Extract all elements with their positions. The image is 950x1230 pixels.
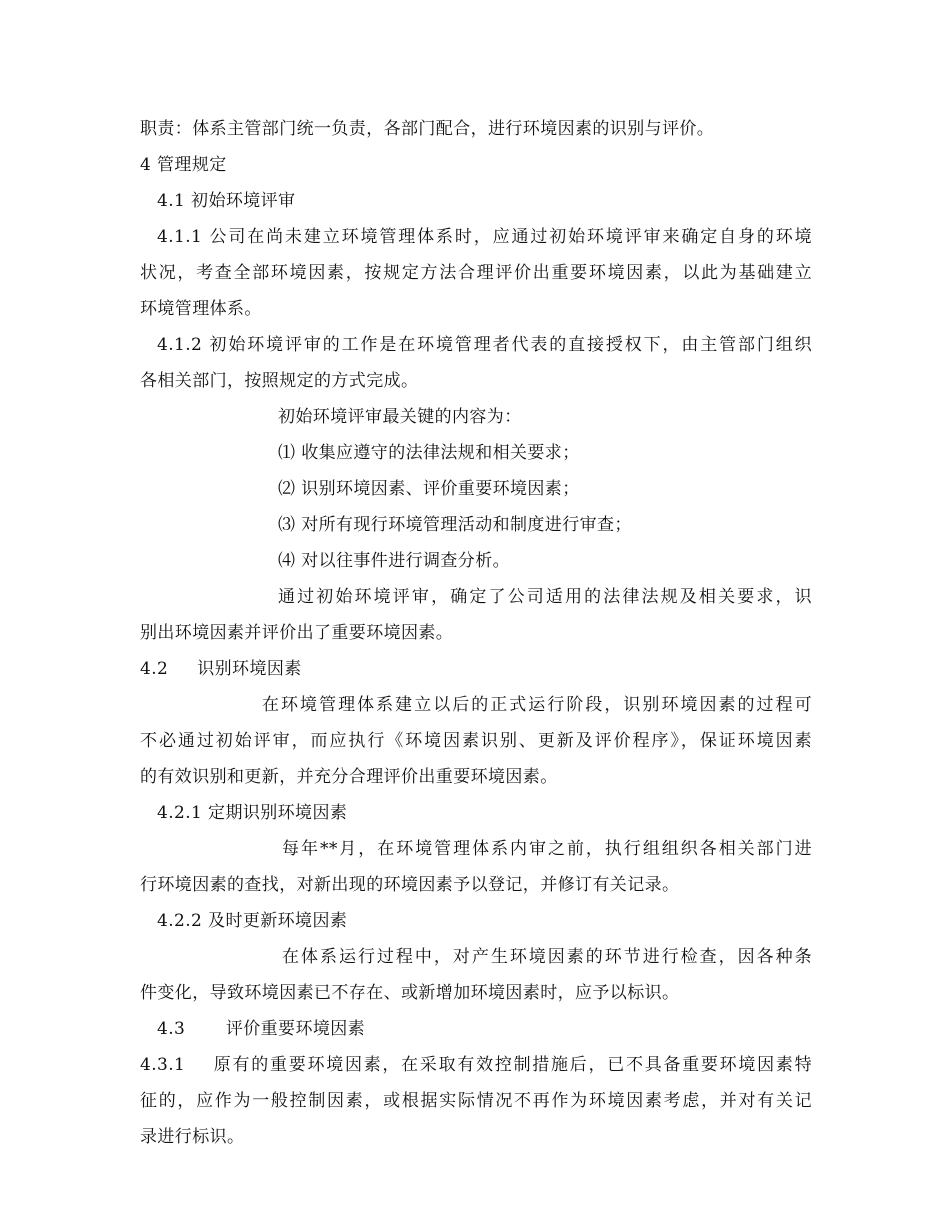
list-item-1: ⑴ 收集应遵守的法律法规和相关要求； [278, 443, 580, 463]
paragraph-4-1-2-line-2: 各相关部门，按照规定的方式完成。 [140, 371, 419, 391]
paragraph-4-3-1-line-2: 征的，应作为一般控制因素，或根据实际情况不再作为环境因素考虑，并对有关记 [140, 1091, 812, 1111]
paragraph-4-3-1-line-3: 录进行标识。 [140, 1127, 245, 1147]
paragraph-4-2-1-line-1: 每年**月，在环境管理体系内审之前，执行组组织各相关部门进 [282, 839, 812, 859]
list-item-4: ⑷ 对以往事件进行调查分析。 [278, 551, 511, 571]
paragraph-4-1-1-line-1: 4.1.1 公司在尚未建立环境管理体系时，应通过初始环境评审来确定自身的环境 [157, 227, 812, 247]
section-4-2-2-heading: 4.2.2 及时更新环境因素 [157, 911, 348, 931]
responsibility-line: 职责：体系主管部门统一负责，各部门配合，进行环境因素的识别与评价。 [140, 119, 715, 139]
paragraph-4-2-line-2: 不必通过初始评审，而应执行《环境因素识别、更新及评价程序》，保证环境因素 [140, 731, 812, 751]
paragraph-4-2-line-1: 在环境管理体系建立以后的正式运行阶段，识别环境因素的过程可 [262, 695, 812, 715]
list-item-3: ⑶ 对所有现行环境管理活动和制度进行审查； [278, 515, 632, 535]
paragraph-4-2-2-line-2: 件变化，导致环境因素已不存在、或新增加环境因素时，应予以标识。 [140, 983, 680, 1003]
section-4-2-heading: 4.2 识别环境因素 [140, 659, 302, 679]
review-result-line-2: 别出环境因素并评价出了重要环境因素。 [140, 623, 454, 643]
paragraph-4-2-line-3: 的有效识别和更新，并充分合理评价出重要环境因素。 [140, 767, 558, 787]
section-4-2-1-heading: 4.2.1 定期识别环境因素 [157, 803, 348, 823]
paragraph-4-1-1-line-3: 环境管理体系。 [140, 299, 262, 319]
review-result-line-1: 通过初始环境评审，确定了公司适用的法律法规及相关要求，识 [278, 587, 812, 607]
paragraph-4-2-2-line-1: 在体系运行过程中，对产生环境因素的环节进行检查，因各种条 [282, 947, 812, 967]
paragraph-4-1-1-line-2: 状况，考查全部环境因素，按规定方法合理评价出重要环境因素，以此为基础建立 [140, 263, 812, 283]
section-4-1-heading: 4.1 初始环境评审 [157, 191, 296, 211]
paragraph-4-3-1-line-1: 4.3.1 原有的重要环境因素，在采取有效控制措施后，已不具备重要环境因素特 [140, 1055, 812, 1075]
paragraph-4-1-2-line-1: 4.1.2 初始环境评审的工作是在环境管理者代表的直接授权下，由主管部门组织 [157, 335, 812, 355]
section-4-heading: 4 管理规定 [140, 155, 227, 175]
key-content-intro: 初始环境评审最关键的内容为： [278, 407, 522, 427]
paragraph-4-2-1-line-2: 行环境因素的查找，对新出现的环境因素予以登记，并修订有关记录。 [140, 875, 680, 895]
section-4-3-heading: 4.3 评价重要环境因素 [157, 1019, 366, 1039]
list-item-2: ⑵ 识别环境因素、评价重要环境因素； [278, 479, 580, 499]
